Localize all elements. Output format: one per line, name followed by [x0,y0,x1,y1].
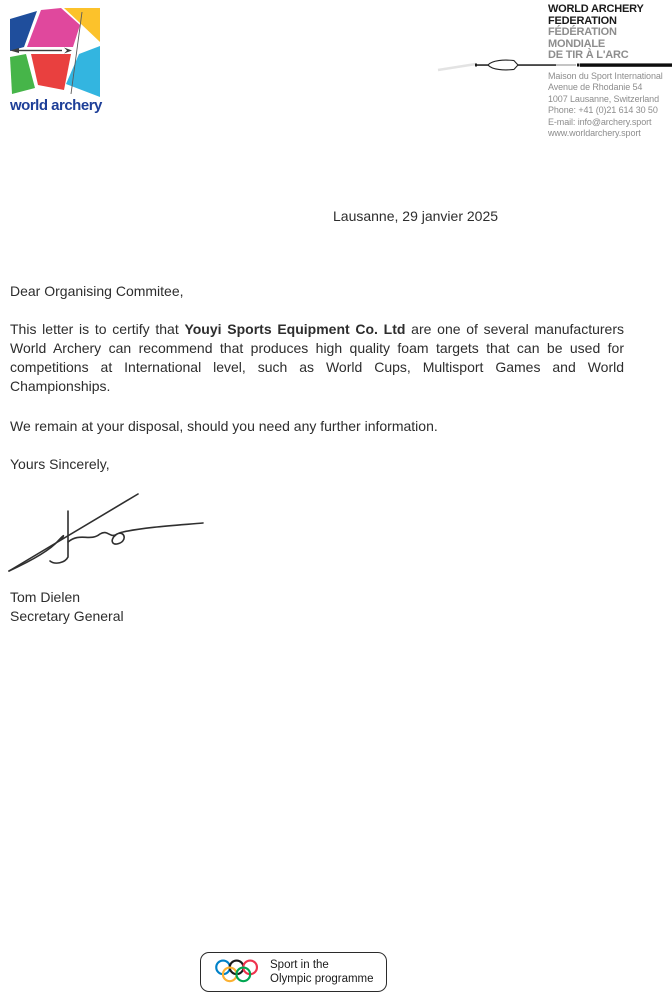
closing-paragraph: We remain at your disposal, should you need any further information. [10,418,438,434]
org-name-fr-line: DE TIR À L'ARC [548,49,629,61]
arrow-fletching-icon [64,48,72,54]
body-line: competitions at International level, such as World Cups, Multisport Games and World [10,359,624,375]
olympic-text-line: Sport in the [270,959,329,971]
signer-name: Tom Dielen [10,589,81,605]
olympic-programme-badge [200,952,387,992]
org-name-line: WORLD ARCHERY [548,3,644,15]
valediction: Yours Sincerely, [10,456,110,472]
signature-icon [5,487,215,572]
org-name-block [548,4,644,62]
olympic-text-line: Olympic programme [270,973,374,985]
address-line: Avenue de Rhodanie 54 [548,82,643,93]
dateline: Lausanne, 29 janvier 2025 [333,208,499,224]
org-name-fr-line: FÉDÉRATION [548,26,617,38]
address-line: www.worldarchery.sport [548,128,641,139]
address-block [548,71,663,139]
body-paragraph [10,320,624,396]
olympic-rings-icon [213,958,263,986]
world-archery-logo-icon [10,8,100,98]
address-line: 1007 Lausanne, Switzerland [548,93,659,104]
org-name-fr-line: MONDIALE [548,37,606,50]
body-line: Championships. [10,378,111,394]
org-name-line: FEDERATION [548,14,617,27]
signer-title: Secretary General [10,608,124,624]
logo-brand-text: world archery [10,97,102,114]
world-archery-logo [10,8,106,114]
address-line: E-mail: info@archery.sport [548,116,652,127]
body-text: are one of several manufacturers [405,321,624,337]
signer-block [10,588,124,626]
salutation: Dear Organising Commitee, [10,283,184,299]
address-line: Maison du Sport International [548,71,663,81]
body-line: World Archery can recommend that produces high quality foam targets that can be used for [10,340,624,356]
body-line [10,320,624,339]
address-line: Phone: +41 (0)21 614 30 50 [548,105,658,116]
company-name: Youyi Sports Equipment Co. Ltd [184,321,406,337]
olympic-programme-text [270,958,374,986]
body-text: This letter is to certify that [10,321,185,337]
